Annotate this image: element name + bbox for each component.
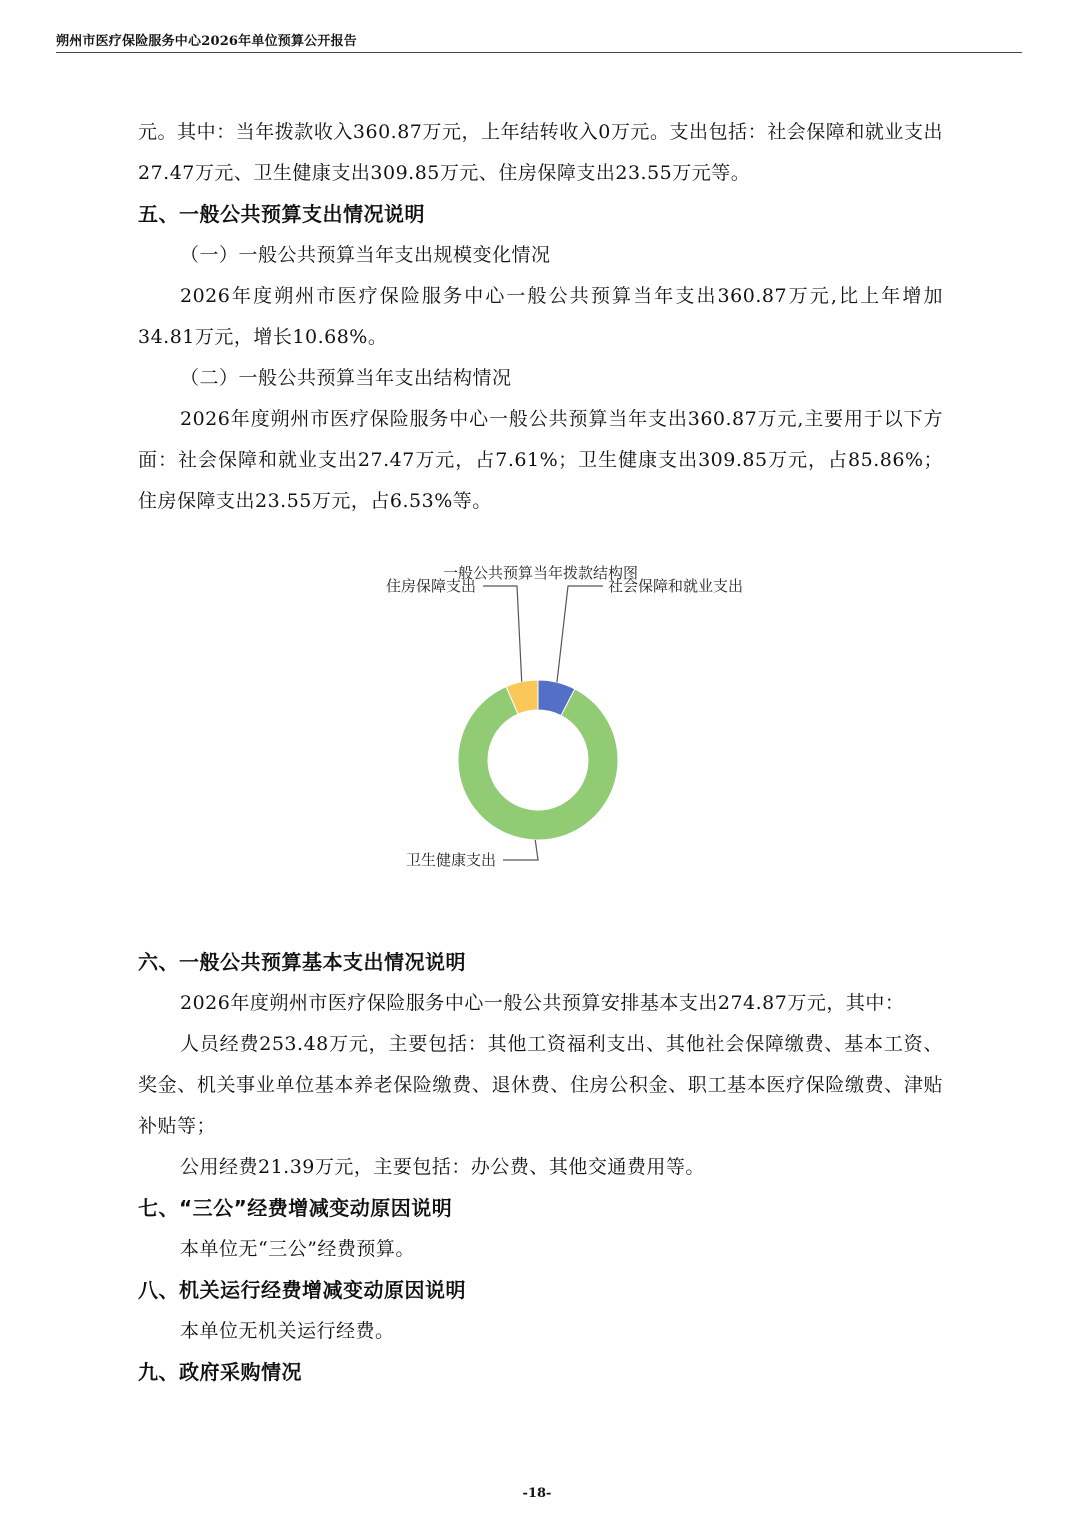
section-heading: 七、“三公”经费增减变动原因说明 bbox=[138, 1196, 453, 1220]
slice-label: 住房保障支出 bbox=[385, 577, 476, 595]
page-number: -18- bbox=[522, 1486, 552, 1501]
leader-line bbox=[483, 586, 522, 682]
slice-label: 社会保障和就业支出 bbox=[608, 577, 744, 595]
paragraph: 本单位无“三公”经费预算。 bbox=[180, 1238, 415, 1260]
subsection-heading: （一）一般公共预算当年支出规模变化情况 bbox=[180, 244, 551, 266]
paragraph: 2026年度朔州市医疗保险服务中心一般公共预算安排基本支出274.87万元，其中： bbox=[180, 992, 905, 1014]
section-heading: 八、机关运行经费增减变动原因说明 bbox=[138, 1278, 466, 1302]
subsection-heading: （二）一般公共预算当年支出结构情况 bbox=[180, 367, 512, 389]
paragraph: 2026年度朔州市医疗保险服务中心一般公共预算当年支出360.87万元,主要用于以下方面：社会保障和就业支出27.47万元，占7.61%；卫生健康支出309.85万元，占85.86%；住房保障支出23.55万元，占6.53%等。 bbox=[138, 408, 943, 512]
paragraph: 公用经费21.39万元，主要包括：办公费、其他交通费用等。 bbox=[180, 1156, 705, 1178]
paragraph: 本单位无机关运行经费。 bbox=[180, 1320, 395, 1342]
slice-label: 卫生健康支出 bbox=[405, 851, 496, 869]
document-body bbox=[138, 112, 943, 1393]
leader-line bbox=[503, 840, 538, 860]
donut-chart bbox=[138, 542, 943, 942]
paragraph: 人员经费253.48万元，主要包括：其他工资福利支出、其他社会保障缴费、基本工资、奖金、机关事业单位基本养老保险缴费、退休费、住房公积金、职工基本医疗保险缴费、津贴补贴等； bbox=[138, 1033, 943, 1137]
section-heading: 六、一般公共预算基本支出情况说明 bbox=[138, 950, 466, 974]
paragraph: 2026年度朔州市医疗保险服务中心一般公共预算当年支出360.87万元,比上年增加34.81万元，增长10.68%。 bbox=[138, 285, 943, 348]
page-header: 朔州市医疗保险服务中心2026年单位预算公开报告 bbox=[56, 34, 357, 49]
header-divider bbox=[56, 52, 1022, 53]
section-heading: 五、一般公共预算支出情况说明 bbox=[138, 202, 425, 226]
leader-line bbox=[557, 586, 603, 682]
section-heading: 九、政府采购情况 bbox=[138, 1360, 302, 1384]
chart-title: 一般公共预算当年拨款结构图 bbox=[442, 564, 638, 582]
chart-canvas bbox=[138, 542, 943, 942]
paragraph: 元。其中：当年拨款收入360.87万元，上年结转收入0万元。支出包括：社会保障和就业支出27.47万元、卫生健康支出309.85万元、住房保障支出23.55万元等。 bbox=[138, 121, 943, 184]
